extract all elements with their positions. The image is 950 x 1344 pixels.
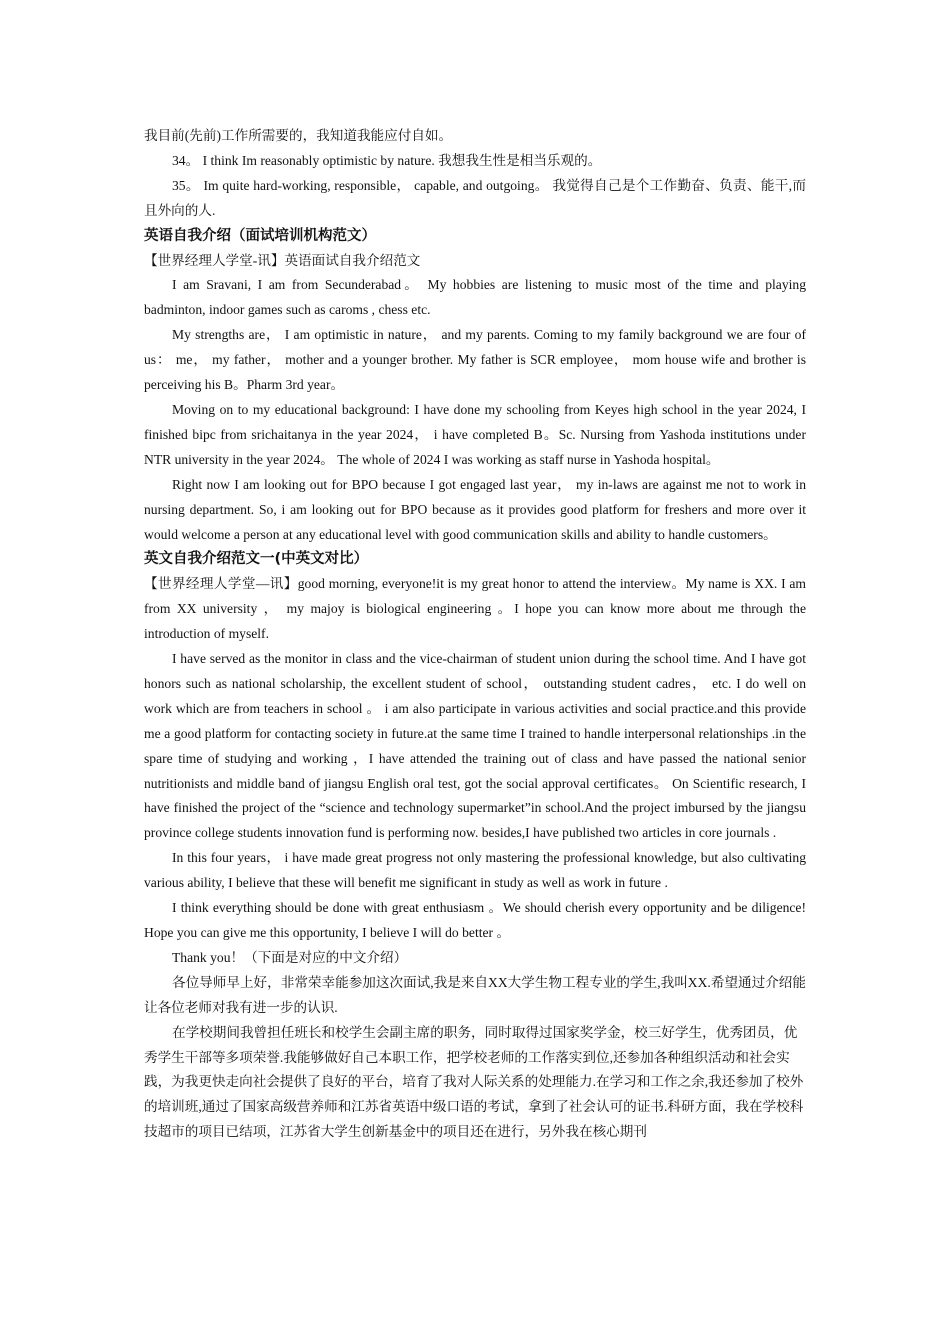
paragraph: Thank you！（下面是对应的中文介绍） bbox=[172, 949, 408, 965]
paragraph: Moving on to my educational background: I have done my schooling from Keyes high school in the year 2024, I finished bipc from srichaitanya in the year 2024， i have completed B。Sc. Nursing from Yashoda institutions under NTR university in the year 2024。 The whole of 2024 I was working as staff nurse in Yashoda hospital。 bbox=[144, 401, 806, 467]
paragraph: I am Sravani, I am from Secunderabad。 My hobbies are listening to music most of the time and playing badminton, indoor games such as caroms , chess etc. bbox=[144, 277, 806, 318]
paragraph: 在学校期间我曾担任班长和校学生会副主席的职务，同时取得过国家奖学金，校三好学生，优秀团员，优秀学生干部等多项荣誉.我能够做好自己本职工作，把学校老师的工作落实到位,还参加各种组织活动和社会实践，为我更快走向社会提供了良好的平台，培育了我对人际关系的处理能力.在学习和工作之余,我还参加了校外的培训班,通过了国家高级营养师和江苏省英语中级口语的考试，拿到了社会认可的证书.科研方面，我在学校科技超市的项目已结项，江苏省大学生创新基金中的项目还在进行，另外我在核心期刊 bbox=[144, 1024, 804, 1140]
section-heading: 英语自我介绍（面试培训机构范文） bbox=[144, 227, 376, 244]
paragraph: My strengths are， I am optimistic in nature， and my parents. Coming to my family background we are four of us： me， my father， mother and a younger brother. My father is SCR employee， mom house wife and brother is perceiving his B。Pharm 3rd year。 bbox=[144, 327, 806, 393]
paragraph: I think everything should be done with great enthusiasm 。We should cherish every opportunity and be diligence! Hope you can give me this opportunity, I believe I will do better 。 bbox=[144, 900, 806, 940]
paragraph: 34。 I think Im reasonably optimistic by nature. 我想我生性是相当乐观的。 bbox=[172, 152, 602, 168]
paragraph: Right now I am looking out for BPO because I got engaged last year， my in-laws are against me not to work in nursing department. So, i am looking out for BPO because as it provides good platform for freshers and more over it would welcome a person at any educational level with good communication skills and ability to handle customers。 bbox=[144, 476, 806, 542]
paragraph: 【世界经理人学堂-讯】英语面试自我介绍范文 bbox=[144, 252, 421, 268]
paragraph: I have served as the monitor in class and the vice-chairman of student union during the school time. And I have got honors such as national scholarship, the excellent student of school， outstanding student cadres， etc. I do well on work which are from teachers in school 。 i am also participate in various activities and social practice.and this provide me a good platform for contacting society in future.at the same time I trained to handle interpersonal relationships .in the spare time of studying and working ，I have attended the training out of class and have passed the national senior nutritionists and middle band of jiangsu English oral test, got the social approval certificates。 On Scientific research, I have finished the project of the “science and technology supermarket”in school.And the project imbursed by the jiangsu province college students innovation fund is performing now. besides,I have published two articles in core journals . bbox=[144, 651, 806, 841]
paragraph: 【世界经理人学堂—讯】good morning, everyone!it is my great honor to attend the interview。My name is XX. I am from XX university ， my majoy is biological engineering 。I hope you can know more about me through the introduction of myself. bbox=[144, 576, 806, 642]
paragraph: 各位导师早上好，非常荣幸能参加这次面试,我是来自XX大学生物工程专业的学生,我叫XX.希望通过介绍能让各位老师对我有进一步的认识. bbox=[144, 974, 806, 1015]
paragraph: 我目前(先前)工作所需要的，我知道我能应付自如。 bbox=[144, 128, 453, 143]
section-heading: 英文自我介绍范文一(中英文对比） bbox=[144, 551, 369, 568]
paragraph: 35。 Im quite hard-working, responsible， capable, and outgoing。 我觉得自己是个工作勤奋、负责、能干,而且外向的人. bbox=[144, 177, 806, 218]
document-page bbox=[144, 124, 806, 1145]
paragraph: In this four years， i have made great progress not only mastering the professional knowledge, but also cultivating various ability, I believe that these will benefit me significant in study as well as work in future . bbox=[144, 850, 806, 891]
